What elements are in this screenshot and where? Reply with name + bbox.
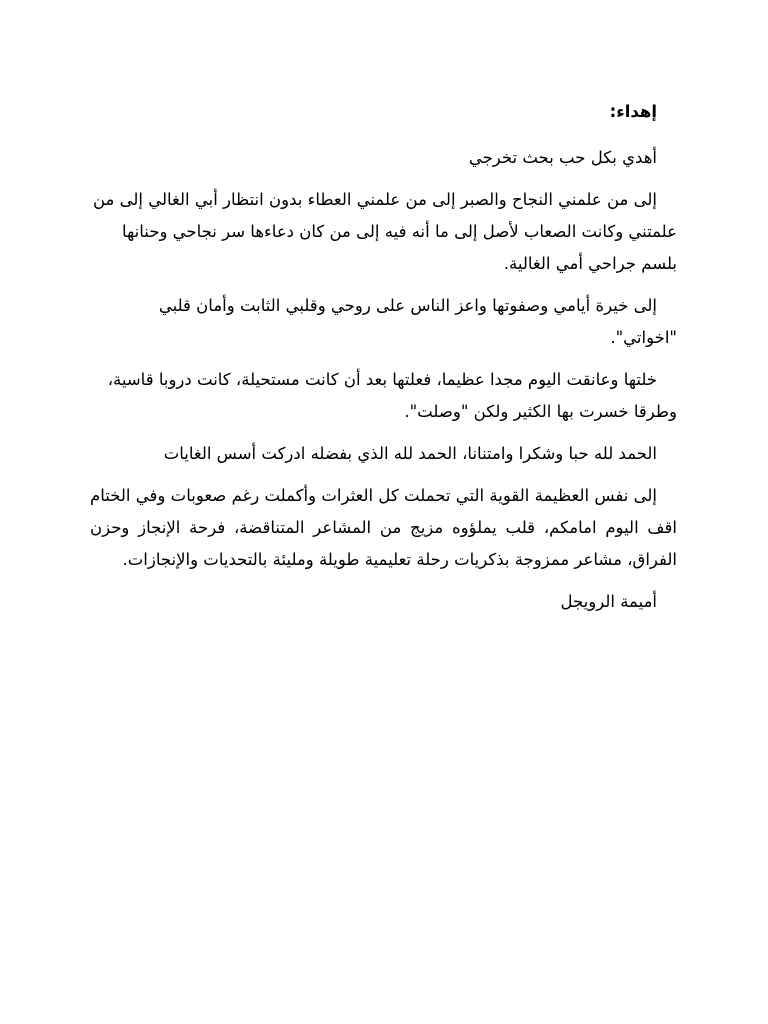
paragraph-4: خلتها وعانقت اليوم مجدا عظيما، فعلتها بعد أن كانت مستحيلة، كانت دروبا قاسية، وطرقا خسرت بها الكثير ولكن "وصلت". (107, 370, 677, 421)
dedication-heading: إهداء: (609, 102, 657, 121)
paragraph-2: إلى من علمني النجاح والصبر إلى من علمني العطاء بدون انتظار أبي الغالي إلى من علمتني وكانت الصعاب لأصل إلى ما أنه فيه إلى من كان دعاءها سر نجاحي وحنانها بلسم جراحي أمي الغالية. (93, 190, 677, 273)
paragraph-1: أهدي بكل حب بحث تخرجي (468, 148, 657, 167)
signature: أميمة الرويجل (560, 592, 657, 611)
paragraph-3: إلى خيرة أيامي وصفوتها واعز الناس على روحي وقلبي الثابت وأمان قلبي "اخواتي". (158, 296, 677, 347)
paragraph-5: الحمد لله حبا وشكرا وامتنانا، الحمد لله الذي بفضله ادركت أسس الغايات (163, 444, 657, 463)
document-page (90, 96, 677, 618)
paragraph-6: إلى نفس العظيمة القوية التي تحملت كل العثرات وأكملت رغم صعوبات وفي الختام اقف اليوم امامكم، قلب يملؤوه مزيج من المشاعر المتناقضة، فرحة الإنجاز وحزن الفراق، مشاعر ممزوجة بذكريات رحلة تعليمية طويلة ومليئة بالتحديات والإنجازات. (90, 486, 677, 569)
